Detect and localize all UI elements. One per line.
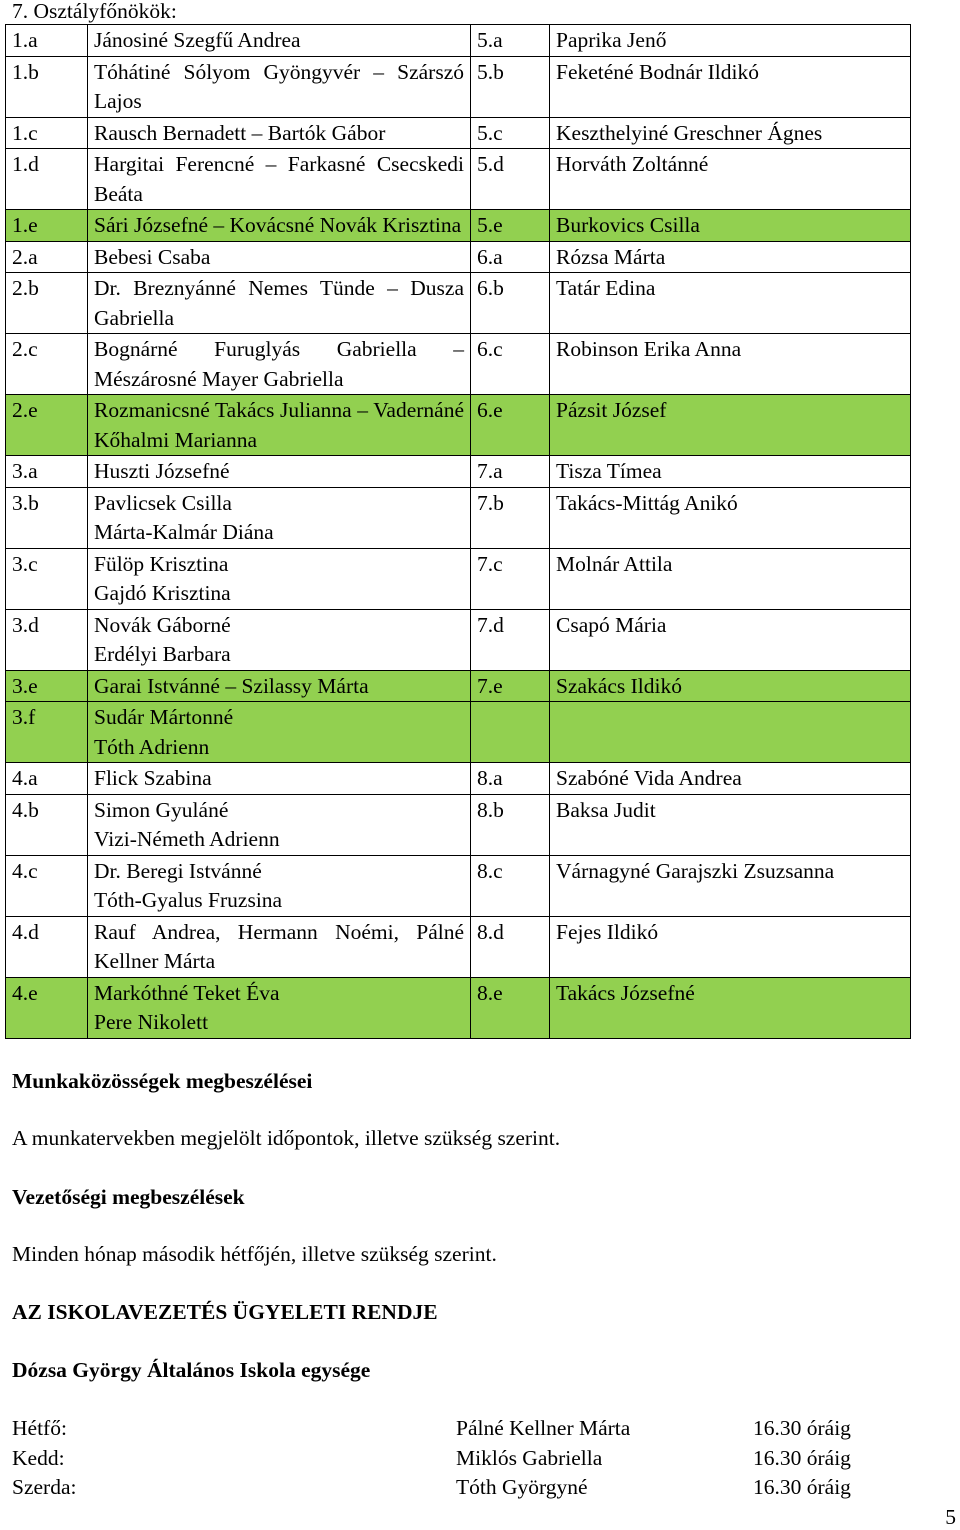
class-cell: 2.b	[6, 273, 88, 334]
class-cell: 8.b	[471, 794, 550, 855]
class-cell: 4.b	[6, 794, 88, 855]
class-cell: 6.a	[471, 241, 550, 273]
teacher-cell: Szakács Ildikó	[550, 670, 911, 702]
teacher-cell: Bognárné Furuglyás Gabriella – Mészárosné Mayer Gabriella	[88, 334, 471, 395]
duty-day: Kedd:	[12, 1445, 65, 1470]
teacher-cell: Szabóné Vida Andrea	[550, 763, 911, 795]
teacher-cell: Hargitai Ferencné – Farkasné Csecskedi Beáta	[88, 149, 471, 210]
class-cell: 8.c	[471, 855, 550, 916]
class-cell: 6.c	[471, 334, 550, 395]
table-row	[6, 241, 911, 273]
class-cell: 4.e	[6, 977, 88, 1038]
class-cell: 2.a	[6, 241, 88, 273]
table-row	[6, 487, 911, 548]
class-cell	[471, 702, 550, 763]
munkakozossegek-heading: Munkaközösségek megbeszélései	[12, 1069, 313, 1093]
class-cell: 3.a	[6, 456, 88, 488]
class-cell: 3.e	[6, 670, 88, 702]
teacher-cell: Pavlicsek Csilla Márta-Kalmár Diána	[88, 487, 471, 548]
table-row	[6, 149, 911, 210]
teacher-cell: Markóthné Teket Éva Pere Nikolett	[88, 977, 471, 1038]
teacher-cell: Molnár Attila	[550, 548, 911, 609]
duty-row	[12, 1444, 851, 1474]
class-cell: 4.d	[6, 916, 88, 977]
teacher-cell: Burkovics Csilla	[550, 210, 911, 242]
iskola-egyseg-heading: Dózsa György Általános Iskola egysége	[12, 1358, 371, 1382]
teacher-cell: Horváth Zoltánné	[550, 149, 911, 210]
teacher-cell: Fülöp Krisztina Gajdó Krisztina	[88, 548, 471, 609]
table-row	[6, 273, 911, 334]
duty-time: 16.30 óráig	[753, 1475, 851, 1499]
page-number: 5	[945, 1505, 956, 1529]
class-cell: 1.d	[6, 149, 88, 210]
teacher-cell: Rauf Andrea, Hermann Noémi, Pálné Kellner Márta	[88, 916, 471, 977]
table-row	[6, 117, 911, 149]
table-row	[6, 763, 911, 795]
class-cell: 1.b	[6, 56, 88, 117]
table-row	[6, 916, 911, 977]
vezetosegi-heading: Vezetőségi megbeszélések	[12, 1185, 245, 1209]
teacher-cell: Baksa Judit	[550, 794, 911, 855]
duty-row	[12, 1473, 851, 1503]
table-row	[6, 210, 911, 242]
duty-day: Szerda:	[12, 1475, 77, 1499]
teacher-cell: Takács Józsefné	[550, 977, 911, 1038]
table-row	[6, 456, 911, 488]
class-cell: 3.b	[6, 487, 88, 548]
table-row	[6, 609, 911, 670]
duty-person: Pálné Kellner Márta	[456, 1416, 631, 1440]
class-cell: 8.d	[471, 916, 550, 977]
teacher-cell: Rózsa Márta	[550, 241, 911, 273]
teacher-cell: Paprika Jenő	[550, 25, 911, 57]
duty-person: Miklós Gabriella	[456, 1445, 603, 1470]
duty-time: 16.30 óráig	[753, 1445, 851, 1470]
teacher-cell: Fejes Ildikó	[550, 916, 911, 977]
class-cell: 1.a	[6, 25, 88, 57]
teacher-cell: Rozmanicsné Takács Julianna – Vadernáné Kőhalmi Marianna	[88, 395, 471, 456]
teacher-cell: Dr. Beregi Istvánné Tóth-Gyalus Fruzsina	[88, 855, 471, 916]
class-cell: 4.a	[6, 763, 88, 795]
teacher-cell: Takács-Mittág Anikó	[550, 487, 911, 548]
section-title: 7. Osztályfőnökök:	[12, 0, 177, 23]
table-row	[6, 548, 911, 609]
class-cell: 2.e	[6, 395, 88, 456]
class-cell: 4.c	[6, 855, 88, 916]
teacher-cell: Várnagyné Garajszki Zsuzsanna	[550, 855, 911, 916]
teacher-cell: Novák Gáborné Erdélyi Barbara	[88, 609, 471, 670]
teacher-cell: Dr. Breznyánné Nemes Tünde – Dusza Gabriella	[88, 273, 471, 334]
table-row	[6, 670, 911, 702]
teacher-cell: Jánosiné Szegfű Andrea	[88, 25, 471, 57]
duty-day: Hétfő:	[12, 1416, 67, 1440]
class-cell: 1.e	[6, 210, 88, 242]
ugyeleti-rend-heading: AZ ISKOLAVEZETÉS ÜGYELETI RENDJE	[12, 1300, 438, 1324]
teacher-cell: Robinson Erika Anna	[550, 334, 911, 395]
teacher-cell: Keszthelyiné Greschner Ágnes	[550, 117, 911, 149]
vezetosegi-text: Minden hónap második hétfőjén, illetve szükség szerint.	[12, 1242, 497, 1266]
teacher-cell: Flick Szabina	[88, 763, 471, 795]
class-cell: 5.d	[471, 149, 550, 210]
table-row	[6, 977, 911, 1038]
class-cell: 3.f	[6, 702, 88, 763]
table-row	[6, 334, 911, 395]
class-cell: 5.a	[471, 25, 550, 57]
class-cell: 2.c	[6, 334, 88, 395]
class-cell: 1.c	[6, 117, 88, 149]
class-cell: 6.b	[471, 273, 550, 334]
class-cell: 6.e	[471, 395, 550, 456]
teacher-cell: Simon Gyuláné Vizi-Németh Adrienn	[88, 794, 471, 855]
table-row	[6, 855, 911, 916]
table-row	[6, 25, 911, 57]
class-cell: 8.e	[471, 977, 550, 1038]
class-cell: 7.b	[471, 487, 550, 548]
class-teachers-table	[5, 24, 911, 1039]
teacher-cell: Bebesi Csaba	[88, 241, 471, 273]
teacher-cell: Tatár Edina	[550, 273, 911, 334]
table-row	[6, 56, 911, 117]
teacher-cell: Garai Istvánné – Szilassy Márta	[88, 670, 471, 702]
teacher-cell: Feketéné Bodnár Ildikó	[550, 56, 911, 117]
class-cell: 5.e	[471, 210, 550, 242]
teacher-cell: Pázsit József	[550, 395, 911, 456]
teacher-cell: Csapó Mária	[550, 609, 911, 670]
class-cell: 3.c	[6, 548, 88, 609]
class-cell: 7.d	[471, 609, 550, 670]
class-cell: 7.a	[471, 456, 550, 488]
table-row	[6, 702, 911, 763]
class-cell: 5.b	[471, 56, 550, 117]
table-row	[6, 395, 911, 456]
class-cell: 3.d	[6, 609, 88, 670]
class-cell: 7.c	[471, 548, 550, 609]
teacher-cell	[550, 702, 911, 763]
munkakozossegek-text: A munkatervekben megjelölt időpontok, illetve szükség szerint.	[12, 1126, 561, 1150]
duty-schedule	[12, 1414, 851, 1503]
duty-time: 16.30 óráig	[753, 1416, 851, 1440]
teacher-cell: Huszti Józsefné	[88, 456, 471, 488]
class-cell: 5.c	[471, 117, 550, 149]
duty-person: Tóth Györgyné	[456, 1475, 588, 1499]
teacher-cell: Tóhátiné Sólyom Gyöngyvér – Szárszó Lajos	[88, 56, 471, 117]
duty-row	[12, 1414, 851, 1444]
teacher-cell: Rausch Bernadett – Bartók Gábor	[88, 117, 471, 149]
table-row	[6, 794, 911, 855]
class-cell: 8.a	[471, 763, 550, 795]
teacher-cell: Sudár Mártonné Tóth Adrienn	[88, 702, 471, 763]
teacher-cell: Sári Józsefné – Kovácsné Novák Krisztina	[88, 210, 471, 242]
class-cell: 7.e	[471, 670, 550, 702]
teacher-cell: Tisza Tímea	[550, 456, 911, 488]
